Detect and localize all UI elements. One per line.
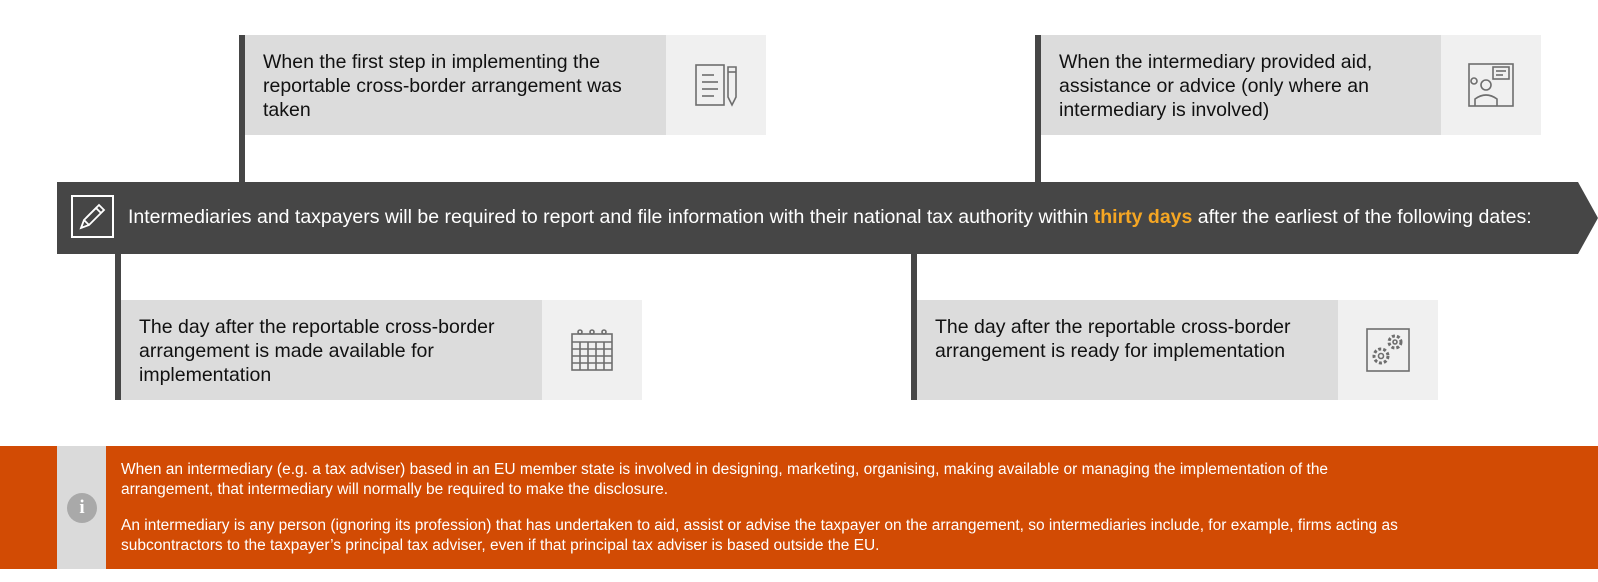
heading-text-after: after the earliest of the following dates:	[1192, 206, 1532, 228]
pencil-icon	[71, 195, 114, 238]
info-note	[0, 446, 1598, 569]
heading-highlight: thirty days	[1093, 206, 1193, 228]
note-paragraph-2: An intermediary is any person (ignoring its profession) that has undertaken to aid, assist or advise the taxpayer on the arrangement, so intermediaries include, for example, firms acting as subcontractors to the taxpayer’s principal tax adviser, even if that principal tax adviser is based outside the EU.	[121, 517, 1398, 554]
note-paragraph-1: When an intermediary (e.g. a tax adviser) based in an EU member state is involved in designing, marketing, organising, making available or managing the implementation of the arrangement, that intermediary will normally be required to make the disclosure.	[121, 461, 1329, 498]
info-icon: i	[67, 493, 97, 523]
card-text: When the intermediary provided aid, assistance or advice (only where an intermediary is involved)	[1041, 35, 1441, 135]
date-card-first-step	[245, 35, 766, 135]
card-text: The day after the reportable cross-border arrangement is made available for implementation	[121, 300, 542, 400]
date-card-ready	[917, 300, 1438, 400]
date-card-advice	[1041, 35, 1541, 135]
card-text: The day after the reportable cross-border arrangement is ready for implementation	[917, 300, 1338, 400]
document-pen-icon	[666, 35, 766, 135]
gears-icon	[1338, 300, 1438, 400]
calendar-icon	[542, 300, 642, 400]
heading-text-before: Intermediaries and taxpayers will be required to report and file information with their national tax authority within	[128, 206, 1094, 228]
info-note-sidebar	[57, 446, 106, 569]
arrow-heading	[128, 206, 1532, 229]
presenter-icon	[1441, 35, 1541, 135]
card-text: When the first step in implementing the reportable cross-border arrangement was taken	[245, 35, 666, 135]
date-card-made-available	[121, 300, 642, 400]
